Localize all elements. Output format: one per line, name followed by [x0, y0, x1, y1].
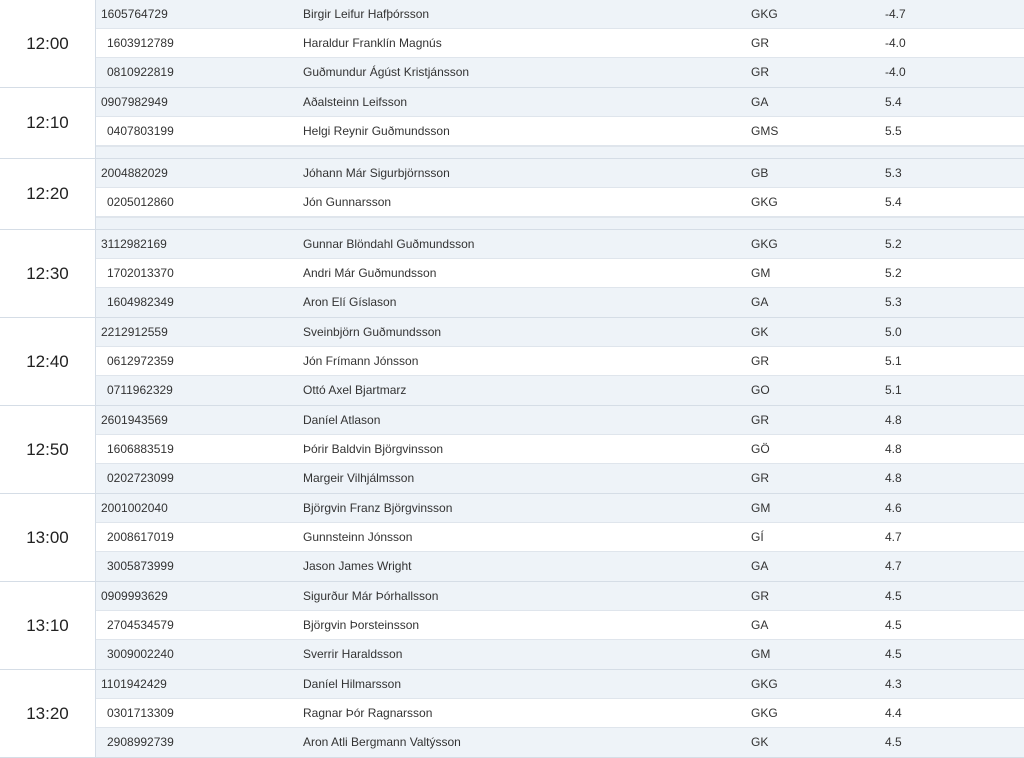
player-handicap: 4.7: [885, 559, 902, 573]
player-row: [96, 523, 1024, 552]
player-handicap: 5.3: [885, 166, 902, 180]
player-club: GR: [751, 589, 769, 603]
player-id: 0810922819: [107, 65, 174, 79]
player-club: GB: [751, 166, 769, 180]
player-club: GA: [751, 559, 769, 573]
player-id: 2212912559: [101, 325, 168, 339]
player-row: [96, 159, 1024, 188]
tee-time-group: [0, 494, 1024, 582]
player-id: 0202723099: [107, 471, 174, 485]
player-id: 2704534579: [107, 618, 174, 632]
player-row: [96, 494, 1024, 523]
player-name: Gunnsteinn Jónsson: [303, 530, 413, 544]
player-name: Þórir Baldvin Björgvinsson: [303, 442, 444, 456]
player-name: Aron Elí Gíslason: [303, 295, 397, 309]
tee-time: 12:10: [0, 88, 96, 158]
player-name: Daníel Hilmarsson: [303, 677, 402, 691]
player-club: GA: [751, 95, 769, 109]
player-handicap: 5.1: [885, 354, 902, 368]
player-handicap: 5.5: [885, 124, 902, 138]
player-row: [96, 318, 1024, 347]
player-id: 1604982349: [107, 295, 174, 309]
player-name: Jóhann Már Sigurbjörnsson: [303, 166, 450, 180]
player-row: [96, 259, 1024, 288]
player-row: [96, 552, 1024, 581]
player-handicap: -4.0: [885, 65, 906, 79]
empty-slot: [96, 146, 1024, 158]
player-name: Björgvin Franz Björgvinsson: [303, 501, 453, 515]
tee-time-group: [0, 670, 1024, 758]
player-row: [96, 435, 1024, 464]
player-handicap: 5.2: [885, 266, 902, 280]
player-handicap: 4.5: [885, 735, 902, 749]
player-club: GR: [751, 65, 769, 79]
player-club: GA: [751, 618, 769, 632]
player-id: 0711962329: [107, 383, 173, 397]
player-handicap: -4.7: [885, 7, 906, 21]
player-row: [96, 464, 1024, 493]
tee-time: 12:00: [0, 0, 96, 87]
tee-time: 13:00: [0, 494, 96, 581]
player-row: [96, 230, 1024, 259]
player-name: Aron Atli Bergmann Valtýsson: [303, 735, 461, 749]
player-club: GKG: [751, 7, 778, 21]
player-name: Haraldur Franklín Magnús: [303, 36, 442, 50]
player-club: GKG: [751, 195, 778, 209]
tee-time-group: [0, 88, 1024, 159]
player-id: 1603912789: [107, 36, 174, 50]
player-name: Jón Gunnarsson: [303, 195, 392, 209]
player-club: GK: [751, 735, 769, 749]
player-name: Jason James Wright: [303, 559, 412, 573]
player-id: 0612972359: [107, 354, 174, 368]
player-name: Björgvin Þorsteinsson: [303, 618, 420, 632]
player-name: Sigurður Már Þórhallsson: [303, 589, 439, 603]
tee-time: 12:30: [0, 230, 96, 317]
player-id: 2001002040: [101, 501, 168, 515]
player-club: GR: [751, 413, 769, 427]
player-handicap: 4.7: [885, 530, 902, 544]
player-handicap: 4.5: [885, 618, 902, 632]
player-row: [96, 0, 1024, 29]
player-handicap: 5.4: [885, 95, 902, 109]
player-club: GÖ: [751, 442, 770, 456]
player-name: Sveinbjörn Guðmundsson: [303, 325, 442, 339]
player-handicap: 4.5: [885, 589, 902, 603]
player-id: 3005873999: [107, 559, 174, 573]
player-row: [96, 611, 1024, 640]
player-name: Guðmundur Ágúst Kristjánsson: [303, 65, 470, 79]
player-club: GKG: [751, 677, 778, 691]
player-name: Gunnar Blöndahl Guðmundsson: [303, 237, 475, 251]
tee-time-group: [0, 159, 1024, 230]
player-club: GKG: [751, 706, 778, 720]
player-row: [96, 29, 1024, 58]
player-id: 3112982169: [101, 237, 167, 251]
player-club: GR: [751, 471, 769, 485]
player-club: GA: [751, 295, 769, 309]
player-row: [96, 288, 1024, 317]
player-handicap: 4.6: [885, 501, 902, 515]
player-club: GR: [751, 36, 769, 50]
player-row: [96, 376, 1024, 405]
tee-time: 12:50: [0, 406, 96, 493]
player-id: 1702013370: [107, 266, 174, 280]
tee-time-group: [0, 582, 1024, 670]
player-handicap: -4.0: [885, 36, 906, 50]
player-row: [96, 88, 1024, 117]
player-name: Margeir Vilhjálmsson: [303, 471, 415, 485]
player-id: 1605764729: [101, 7, 168, 21]
player-row: [96, 728, 1024, 757]
player-handicap: 5.4: [885, 195, 902, 209]
player-id: 1606883519: [107, 442, 174, 456]
player-row: [96, 58, 1024, 87]
tee-time: 12:20: [0, 159, 96, 229]
player-club: GMS: [751, 124, 779, 138]
player-id: 2008617019: [107, 530, 174, 544]
player-id: 0407803199: [107, 124, 174, 138]
tee-time: 13:10: [0, 582, 96, 669]
player-name: Helgi Reynir Guðmundsson: [303, 124, 450, 138]
player-club: GO: [751, 383, 770, 397]
player-name: Andri Már Guðmundsson: [303, 266, 437, 280]
player-handicap: 5.1: [885, 383, 902, 397]
player-handicap: 4.4: [885, 706, 902, 720]
player-id: 0907982949: [101, 95, 168, 109]
player-club: GR: [751, 354, 769, 368]
player-row: [96, 188, 1024, 217]
player-name: Birgir Leifur Hafþórsson: [303, 7, 430, 21]
player-club: GM: [751, 647, 771, 661]
tee-time: 13:20: [0, 670, 96, 757]
player-id: 1101942429: [101, 677, 167, 691]
player-id: 0301713309: [107, 706, 174, 720]
player-handicap: 5.2: [885, 237, 902, 251]
player-club: GÍ: [751, 530, 764, 544]
player-club: GKG: [751, 237, 778, 251]
player-handicap: 4.5: [885, 647, 902, 661]
player-name: Jón Frímann Jónsson: [303, 354, 419, 368]
tee-time-group: [0, 318, 1024, 406]
player-handicap: 5.3: [885, 295, 902, 309]
player-row: [96, 582, 1024, 611]
player-name: Ragnar Þór Ragnarsson: [303, 706, 433, 720]
player-id: 2601943569: [101, 413, 168, 427]
player-row: [96, 406, 1024, 435]
tee-time-group: [0, 0, 1024, 88]
player-name: Ottó Axel Bjartmarz: [303, 383, 407, 397]
tee-time-group: [0, 230, 1024, 318]
player-id: 0205012860: [107, 195, 174, 209]
player-name: Aðalsteinn Leifsson: [303, 95, 408, 109]
player-row: [96, 117, 1024, 146]
player-row: [96, 670, 1024, 699]
tee-time: 12:40: [0, 318, 96, 405]
player-id: 0909993629: [101, 589, 168, 603]
player-handicap: 4.3: [885, 677, 902, 691]
player-row: [96, 699, 1024, 728]
player-row: [96, 347, 1024, 376]
player-club: GK: [751, 325, 769, 339]
player-club: GM: [751, 501, 771, 515]
player-handicap: 4.8: [885, 442, 902, 456]
player-id: 2908992739: [107, 735, 174, 749]
empty-slot: [96, 217, 1024, 229]
player-name: Sverrir Haraldsson: [303, 647, 403, 661]
player-row: [96, 640, 1024, 669]
tee-time-group: [0, 406, 1024, 494]
player-handicap: 4.8: [885, 413, 902, 427]
player-name: Daníel Atlason: [303, 413, 381, 427]
player-handicap: 5.0: [885, 325, 902, 339]
player-id: 3009002240: [107, 647, 174, 661]
player-handicap: 4.8: [885, 471, 902, 485]
player-id: 2004882029: [101, 166, 168, 180]
player-club: GM: [751, 266, 771, 280]
